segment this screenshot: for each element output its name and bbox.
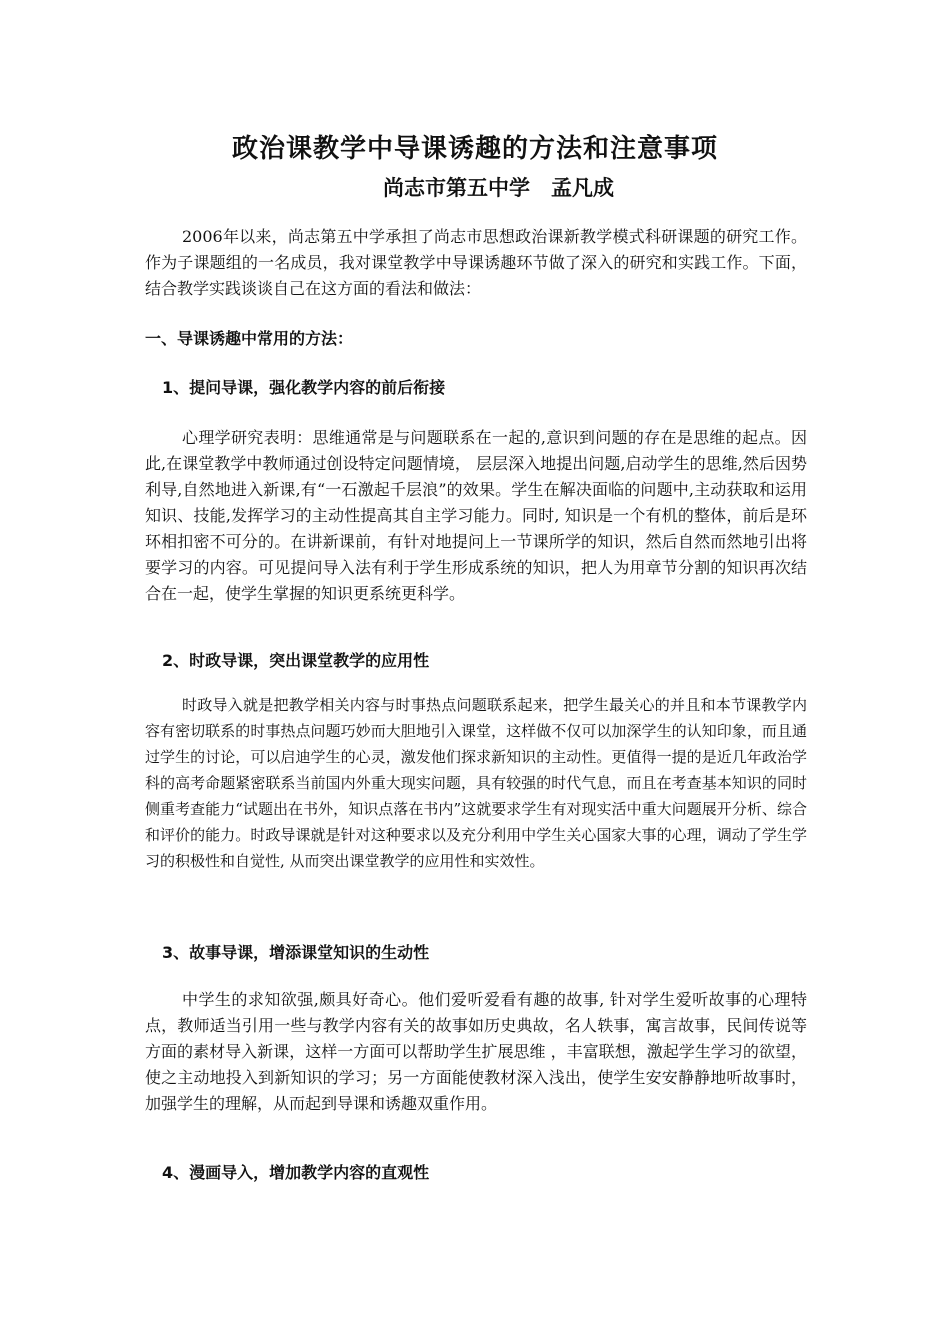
- method-1-paragraph: 心理学研究表明：思维通常是与问题联系在一起的,意识到问题的存在是思维的起点。因此,在课堂教学中教师通过创设特定问题情境， 层层深入地提出问题,启动学生的思维,然后因势利导,自然地进入新课,有“一石激起千层浪”的效果。学生在解决面临的问题中,主动获取和运用知识、技能,发挥学习的主动性提高其自主学习能力。同时, 知识是一个有机的整体，前后是环环相扣密不可分的。在讲新课前，有针对地提问上一节课所学的知识，然后自然而然地引出将要学习的内容。可见提问导入法有利于学生形成系统的知识，把人为用章节分割的知识再次结合在一起，使学生掌握的知识更系统更科学。: [145, 428, 807, 603]
- section-heading: 一、导课诱趣中常用的方法：: [145, 329, 354, 348]
- method-1-heading: 1、提问导课，强化教学内容的前后衔接: [162, 378, 446, 397]
- method-4-heading: 4、漫画导入，增加教学内容的直观性: [162, 1163, 430, 1182]
- intro-paragraph: 2006年以来，尚志第五中学承担了尚志市思想政治课新教学模式科研课题的研究工作。作为子课题组的一名成员，我对课堂教学中导课诱趣环节做了深入的研究和实践工作。下面， 结合教学实践谈谈自己在这方面的看法和做法：: [145, 227, 807, 298]
- method-3-paragraph: 中学生的求知欲强,颇具好奇心。他们爱听爱看有趣的故事, 针对学生爱听故事的心理特点，教师适当引用一些与教学内容有关的故事如历史典故，名人轶事，寓言故事，民间传说等方面的素材导入新课，这样一方面可以帮助学生扩展思维 ，丰富联想，激起学生学习的欲望，使之主动地投入到新知识的学习；另一方面能使教材深入浅出，使学生安安静静地听故事时，加强学生的理解，从而起到导课和诱趣双重作用。: [145, 990, 807, 1113]
- document-title: 政治课教学中导课诱趣的方法和注意事项: [231, 134, 718, 164]
- method-2-paragraph: 时政导入就是把教学相关内容与时事热点问题联系起来，把学生最关心的并且和本节课教学内容有密切联系的时事热点问题巧妙而大胆地引入课堂，这样做不仅可以加深学生的认知印象，而且通过学生的讨论，可以启迪学生的心灵，激发他们探求新知识的主动性。更值得一提的是近几年政治学科的高考命题紧密联系当前国内外重大现实问题，具有较强的时代气息，而且在考查基本知识的同时侧重考查能力“试题出在书外，知识点落在书内”这就要求学生有对现实活中重大问题展开分析、综合和评价的能力。时政导课就是针对这种要求以及充分利用中学生关心国家大事的心理，调动了学生学习的积极性和自觉性, 从而突出课堂教学的应用性和实效性。: [145, 696, 807, 870]
- method-2-heading: 2、时政导课，突出课堂教学的应用性: [162, 651, 430, 670]
- author-byline: 尚志市第五中学 孟凡成: [383, 176, 614, 200]
- method-3-heading: 3、故事导课，增添课堂知识的生动性: [162, 943, 430, 962]
